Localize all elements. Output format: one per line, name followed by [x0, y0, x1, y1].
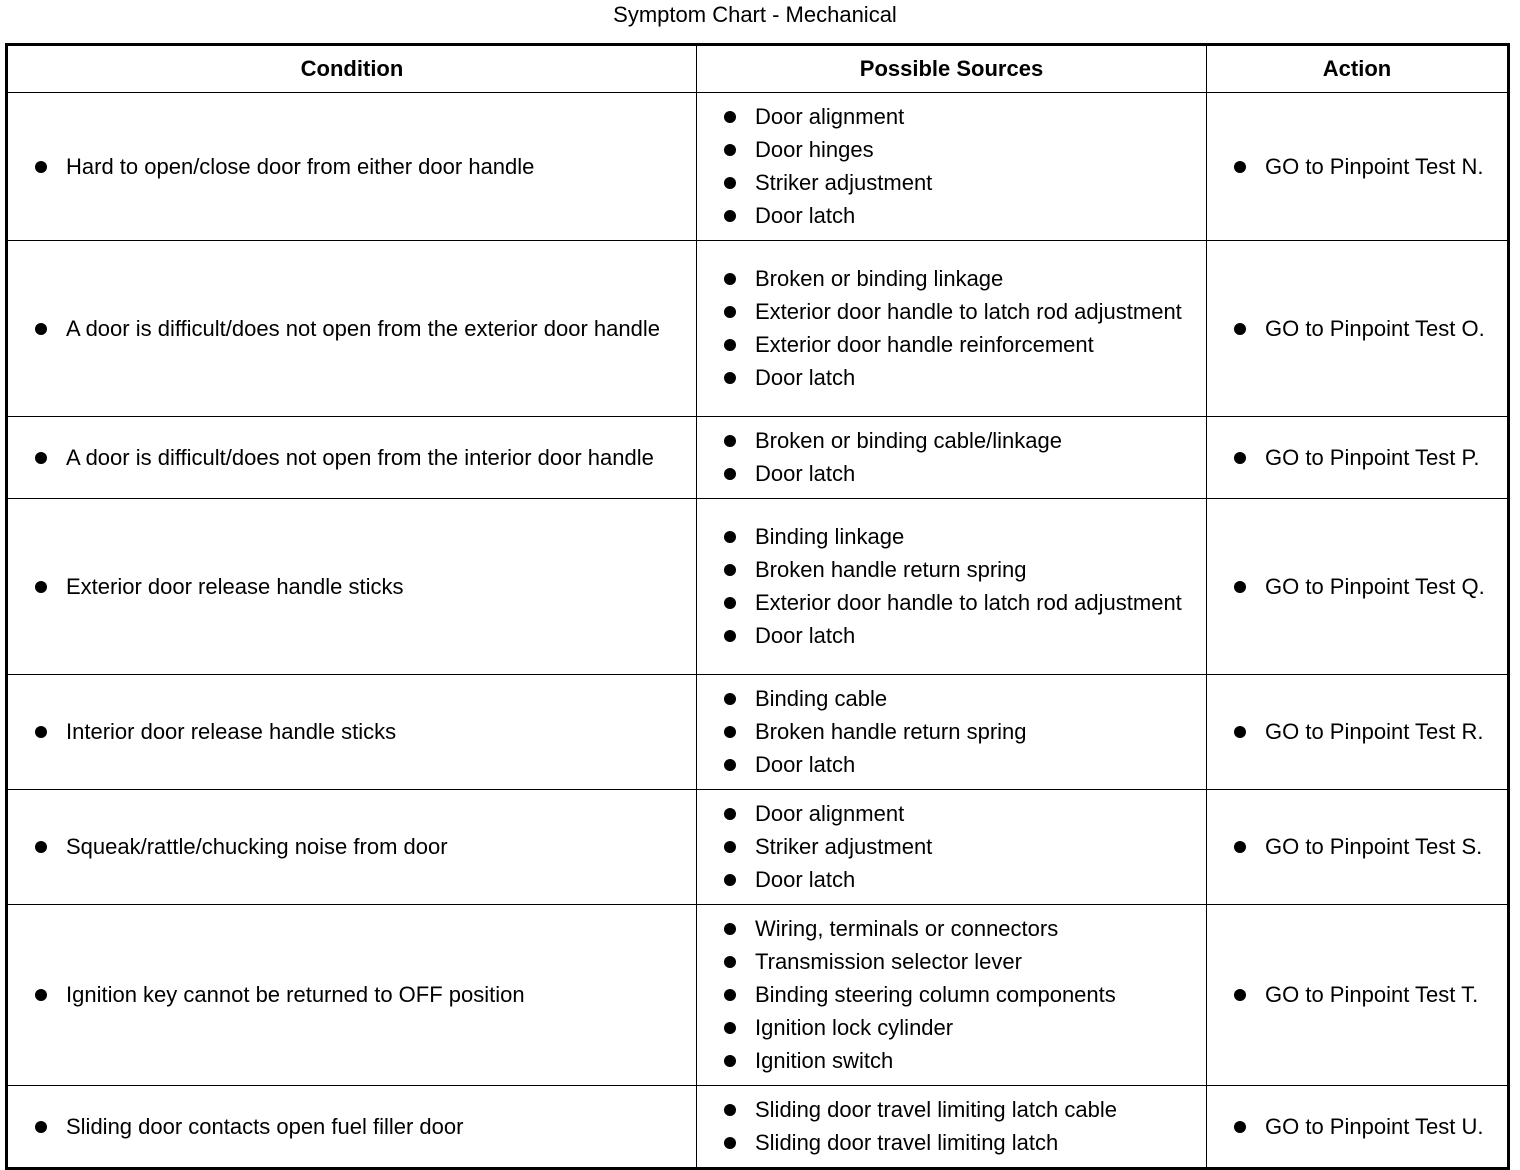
source-item: Exterior door handle to latch rod adjustment	[697, 297, 1206, 327]
possible-sources-cell	[697, 790, 1207, 905]
condition-cell	[7, 93, 697, 241]
action-cell	[1207, 93, 1509, 241]
source-item: Door latch	[697, 363, 1206, 393]
possible-sources-cell	[697, 675, 1207, 790]
possible-sources-cell	[697, 241, 1207, 417]
action-text: GO to Pinpoint Test S.	[1207, 832, 1507, 862]
source-item: Door latch	[697, 459, 1206, 489]
action-cell	[1207, 905, 1509, 1086]
possible-sources-cell	[697, 417, 1207, 499]
condition-cell	[7, 1086, 697, 1169]
source-item: Door latch	[697, 750, 1206, 780]
source-item: Door alignment	[697, 102, 1206, 132]
source-item: Binding linkage	[697, 522, 1206, 552]
action-text: GO to Pinpoint Test R.	[1207, 717, 1507, 747]
condition-text: Ignition key cannot be returned to OFF position	[8, 980, 696, 1010]
action-text: GO to Pinpoint Test N.	[1207, 152, 1507, 182]
table-row	[7, 417, 1509, 499]
possible-sources-cell	[697, 905, 1207, 1086]
source-item: Broken or binding linkage	[697, 264, 1206, 294]
condition-text: Exterior door release handle sticks	[8, 572, 696, 602]
condition-text: Hard to open/close door from either door handle	[8, 152, 696, 182]
condition-text: A door is difficult/does not open from the interior door handle	[8, 443, 696, 473]
action-text: GO to Pinpoint Test P.	[1207, 443, 1507, 473]
source-item: Binding steering column components	[697, 980, 1206, 1010]
action-cell	[1207, 1086, 1509, 1169]
header-action: Action	[1207, 45, 1509, 93]
possible-sources-cell	[697, 499, 1207, 675]
source-item: Door latch	[697, 865, 1206, 895]
source-item: Door hinges	[697, 135, 1206, 165]
possible-sources-cell	[697, 1086, 1207, 1169]
table-row	[7, 241, 1509, 417]
table-row	[7, 93, 1509, 241]
condition-cell	[7, 790, 697, 905]
source-item: Door alignment	[697, 799, 1206, 829]
symptom-table	[5, 43, 1510, 1170]
possible-sources-cell	[697, 93, 1207, 241]
table-row	[7, 675, 1509, 790]
action-text: GO to Pinpoint Test Q.	[1207, 572, 1507, 602]
table-row	[7, 905, 1509, 1086]
table-row	[7, 1086, 1509, 1169]
table-row	[7, 790, 1509, 905]
header-possible-sources: Possible Sources	[697, 45, 1207, 93]
action-text: GO to Pinpoint Test T.	[1207, 980, 1507, 1010]
source-item: Ignition switch	[697, 1046, 1206, 1076]
source-item: Striker adjustment	[697, 832, 1206, 862]
condition-text: Squeak/rattle/chucking noise from door	[8, 832, 696, 862]
action-text: GO to Pinpoint Test U.	[1207, 1112, 1507, 1142]
source-item: Binding cable	[697, 684, 1206, 714]
condition-cell	[7, 417, 697, 499]
table-body	[7, 93, 1509, 1169]
action-cell	[1207, 790, 1509, 905]
condition-cell	[7, 905, 697, 1086]
source-item: Door latch	[697, 621, 1206, 651]
source-item: Wiring, terminals or connectors	[697, 914, 1206, 944]
source-item: Sliding door travel limiting latch	[697, 1128, 1206, 1158]
source-item: Broken handle return spring	[697, 717, 1206, 747]
source-item: Transmission selector lever	[697, 947, 1206, 977]
source-item: Sliding door travel limiting latch cable	[697, 1095, 1206, 1125]
action-cell	[1207, 675, 1509, 790]
source-item: Exterior door handle reinforcement	[697, 330, 1206, 360]
source-item: Broken handle return spring	[697, 555, 1206, 585]
source-item: Exterior door handle to latch rod adjustment	[697, 588, 1206, 618]
condition-text: Sliding door contacts open fuel filler door	[8, 1112, 696, 1142]
chart-title: Symptom Chart - Mechanical	[613, 2, 897, 27]
condition-text: Interior door release handle sticks	[8, 717, 696, 747]
source-item: Striker adjustment	[697, 168, 1206, 198]
header-row	[7, 45, 1509, 93]
action-cell	[1207, 241, 1509, 417]
condition-text: A door is difficult/does not open from the exterior door handle	[8, 314, 696, 344]
header-condition: Condition	[7, 45, 697, 93]
source-item: Door latch	[697, 201, 1206, 231]
action-text: GO to Pinpoint Test O.	[1207, 314, 1507, 344]
condition-cell	[7, 499, 697, 675]
table-row	[7, 499, 1509, 675]
action-cell	[1207, 499, 1509, 675]
source-item: Ignition lock cylinder	[697, 1013, 1206, 1043]
action-cell	[1207, 417, 1509, 499]
condition-cell	[7, 241, 697, 417]
condition-cell	[7, 675, 697, 790]
source-item: Broken or binding cable/linkage	[697, 426, 1206, 456]
